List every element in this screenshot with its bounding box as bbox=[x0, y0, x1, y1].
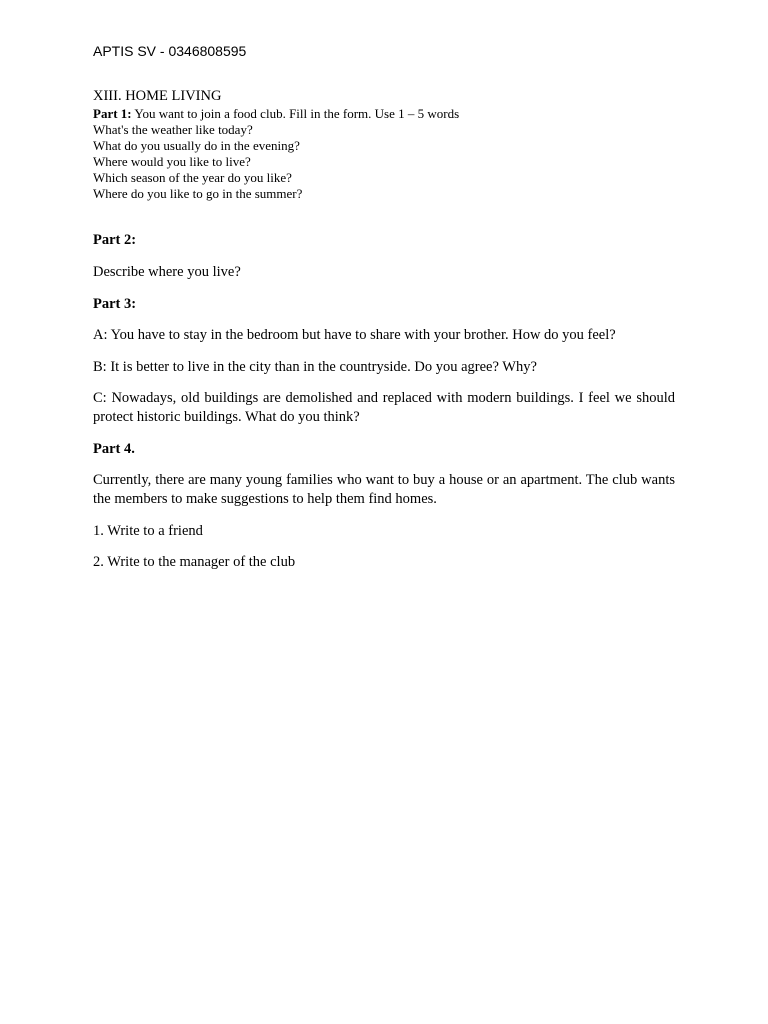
part1-question: Where would you like to live? bbox=[93, 154, 251, 169]
part1-question: Which season of the year do you like? bbox=[93, 170, 292, 185]
page-header: APTIS SV - 0346808595 bbox=[93, 43, 247, 59]
section-title: XIII. HOME LIVING bbox=[93, 88, 222, 104]
part2-question: Describe where you live? bbox=[93, 264, 241, 280]
part4-label: Part 4. bbox=[93, 441, 135, 457]
part2-label: Part 2: bbox=[93, 232, 137, 248]
part1-question: What do you usually do in the evening? bbox=[93, 138, 300, 153]
part3-question-a: A: You have to stay in the bedroom but have to share with your brother. How do you feel? bbox=[93, 327, 616, 343]
part4-task-1: 1. Write to a friend bbox=[93, 523, 203, 539]
part1-label: Part 1: bbox=[93, 106, 132, 121]
part3-question-c: C: Nowadays, old buildings are demolished and replaced with modern buildings. I feel we should protect historic buildings. What do you think? bbox=[93, 390, 675, 425]
part3-question-b: B: It is better to live in the city than in the countryside. Do you agree? Why? bbox=[93, 359, 537, 375]
part1-question: What's the weather like today? bbox=[93, 122, 253, 137]
part3-label: Part 3: bbox=[93, 296, 137, 312]
part4-prompt: Currently, there are many young families who want to buy a house or an apartment. The club wants the members to make suggestions to help them find homes. bbox=[93, 472, 675, 507]
part1-block bbox=[93, 106, 459, 202]
part1-instruction-line bbox=[93, 106, 459, 122]
part1-instruction: You want to join a food club. Fill in the form. Use 1 – 5 words bbox=[131, 106, 460, 121]
part1-question: Where do you like to go in the summer? bbox=[93, 186, 303, 201]
part4-task-2: 2. Write to the manager of the club bbox=[93, 554, 296, 570]
